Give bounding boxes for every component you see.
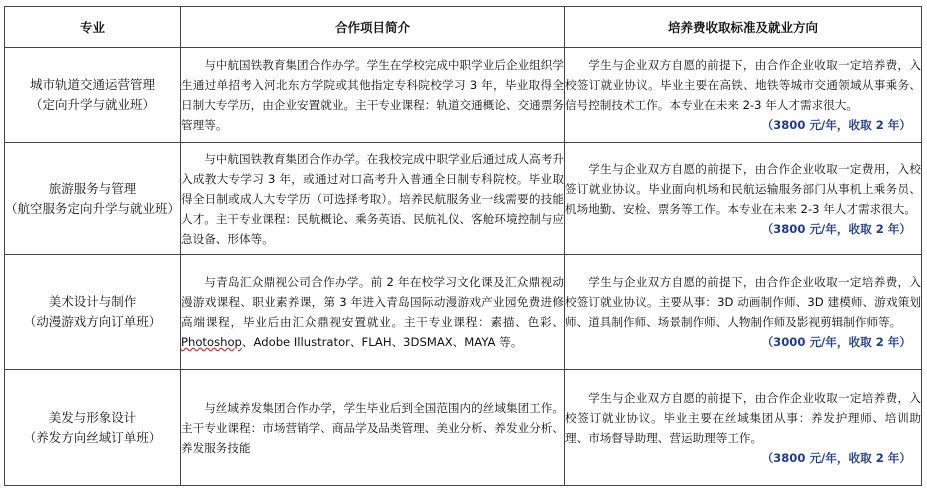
fee-text: 学生与企业双方自愿的前提下，由合作企业收取一定培养费，入校签订就业协议。毕业主要在高铁、地铁等城市交通领域从事乘务、信号控制技术工作。本专业在未来 2-3 年人才需求很大。 [565, 58, 921, 112]
desc-cell: 与中航国铁教育集团合作办学。学生在学校完成中职学业后企业组织学生通过单招考入河北东方学院或其他指定专科院校学习 3 年，毕业取得全日制大专学历，由企业安置就业。主干专业课程：轨道交通概论、交通票务管理等。 [181, 48, 565, 143]
major-note: （动漫游戏方向订单班） [23, 314, 162, 329]
major-cell [5, 143, 181, 255]
header-cooperation: 合作项目简介 [181, 7, 565, 48]
major-cell [5, 370, 181, 486]
desc-cell: 与中航国铁教育集团合作办学。在我校完成中职学业后通过成人高考升入成教大专学习 3 年，或通过对口高考升入普通全日制专科院校。毕业取得全日制或成人大专学历（可选择考取）。培养民航服务业一线需要的技能人才。主干专业课程：民航概论、乘务英语、民航礼仪、客舱环境控制与应急设备、形体等。 [181, 143, 565, 255]
desc-cell [181, 255, 565, 370]
fee-cell [565, 255, 922, 370]
major-note: （航空服务定向升学与就业班） [5, 200, 181, 216]
fee-amount: （3800 元/年，收取 2 年） [761, 118, 911, 132]
major-name: 旅游服务与管理 [48, 180, 137, 196]
header-row [5, 7, 922, 48]
table-row [5, 143, 922, 255]
fee-amount: （3800 元/年，收取 2 年） [761, 221, 911, 236]
fee-text: 学生与企业双方自愿的前提下，由合作企业收取一定培养费，入校签订就业协议。主要从事：3D 动画制作师、3D 建模师、游戏策划师、道具制作师、场景制作师、人物制作师及影视剪辑制作师等。 [565, 275, 921, 329]
table-row [5, 255, 922, 370]
major-cell [5, 48, 181, 143]
fee-text: 学生与企业双方自愿的前提下，由合作企业收取一定培养费，入校签订就业协议。毕业主要在丝域集团从事：养发护理师、培训助理、市场督导助理、营运助理等工作。 [565, 390, 921, 445]
table-row [5, 48, 922, 143]
fee-amount: （3000 元/年，收取 2 年） [761, 335, 911, 349]
major-note: （定向升学与就业班） [29, 97, 155, 112]
header-fee: 培养费收取标准及就业方向 [565, 7, 922, 48]
program-table [4, 6, 922, 486]
major-cell [5, 255, 181, 370]
desc-cell: 与丝域养发集团合作办学，学生毕业后到全国范围内的丝域集团工作。主干专业课程：市场营销学、商品学及品类管理、美业分析、养发业分析、养发服务技能 [181, 370, 565, 486]
header-major: 专业 [5, 7, 181, 48]
fee-cell [565, 143, 922, 255]
desc-text-photoshop: Photoshop [181, 335, 242, 349]
desc-text-c: 、Adobe Illustrator、FLAH、3DSMAX、MAYA 等。 [241, 335, 523, 349]
fee-text: 学生与企业双方自愿的前提下，由合作企业收取一定费用，入校签订就业协议。毕业面向机场和民航运输服务部门从事机上乘务员、机场地勤、安检、票务等工作。本专业在未来 2-3 年人才需求很大。 [565, 161, 921, 216]
major-note: （养发方向丝域订单班） [23, 429, 162, 445]
major-name: 美发与形象设计 [48, 409, 137, 425]
major-name: 美术设计与制作 [48, 294, 137, 309]
desc-text-a: 与青岛汇众鼎视公司合作办学。前 2 年在校学习文化课及汇众鼎视动漫游戏课程、职业素养课，第 3 年进入青岛国际动漫游戏产业园免费进修高端课程，毕业后由汇众鼎视安置就业。主干专业课程：素描、色彩、 [181, 275, 564, 329]
fee-cell [565, 48, 922, 143]
table-row [5, 370, 922, 486]
fee-amount: （3800 元/年，收取 2 年） [761, 450, 911, 465]
fee-cell [565, 370, 922, 486]
major-name: 城市轨道交通运营管理 [29, 77, 155, 92]
